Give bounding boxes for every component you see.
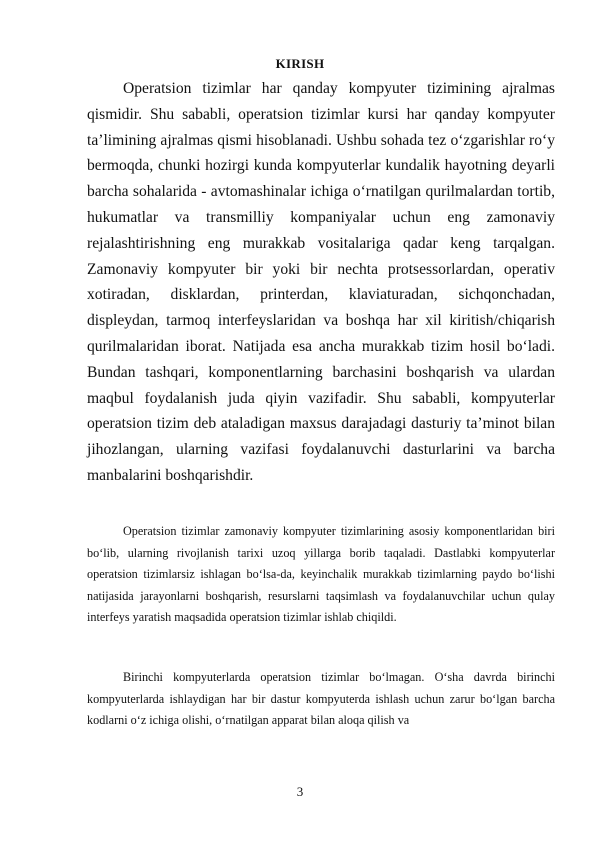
paragraph-intro: Operatsion tizimlar har qanday kompyuter tizimining ajralmas qismidir. Shu sababli, operatsion tizimlar kursi har qanday kompyuter ta’limining ajralmas qismi hisoblanadi. Ushbu sohada tez o‘zgarishlar ro‘y bermoqda, chunki hozirgi kunda kompyuterlar kundalik hayotning deyarli barcha sohalarida - avtomashinalar ichiga o‘rnatilgan qurilmalardan tortib, hukumatlar va transmilliy kompaniyalar uchun eng zamonaviy rejalashtirishning eng murakkab vositalariga qadar keng tarqalgan. Zamonaviy kompyuter bir yoki bir nechta protsessorlardan, operativ xotiradan, disklardan, printerdan, klaviaturadan, sichqonchadan, displeydan, tarmoq interfeyslaridan va boshqa har xil kiritish/chiqarish qurilmalaridan iborat. Natijada esa ancha murakkab tizim hosil bo‘ladi. Bundan tashqari, komponentlarning barchasini boshqarish va ulardan maqbul foydalanish juda qiyin vazifadir. Shu sababli, kompyuterlar operatsion tizim deb ataladigan maxsus darajadagi dasturiy ta’minot bilan jihozlangan, ularning vazifasi foydalanuvchi dasturlarini va barcha manbalarini boshqarishdir. bbox=[87, 80, 555, 484]
paragraph-history: Operatsion tizimlar zamonaviy kompyuter tizimlarining asosiy komponentlaridan biri bo‘lib, ularning rivojlanish tarixi uzoq yillarga borib taqaladi. Dastlabki kompyuterlar operatsion tizimlarsiz ishlagan bo‘lsa-da, keyinchalik murakkab tizimlarning paydo bo‘lishi natijasida jarayonlarni boshqarish, resurslarni taqsimlash va foydalanuvchilar uchun qulay interfeys yaratish maqsadida operatsion tizimlar ishlab chiqildi. bbox=[87, 524, 555, 625]
paragraph-first-computers: Birinchi kompyuterlarda operatsion tizimlar bo‘lmagan. O‘sha davrda birinchi kompyuterlarda ishlaydigan har bir dastur kompyuterda ishlash uchun zarur bo‘lgan barcha kodlarni o‘z ichiga olishi, o‘rnatilgan apparat bilan aloqa qilish va bbox=[87, 670, 555, 728]
section-heading: KIRISH bbox=[275, 56, 325, 71]
page-number: 3 bbox=[296, 784, 304, 799]
